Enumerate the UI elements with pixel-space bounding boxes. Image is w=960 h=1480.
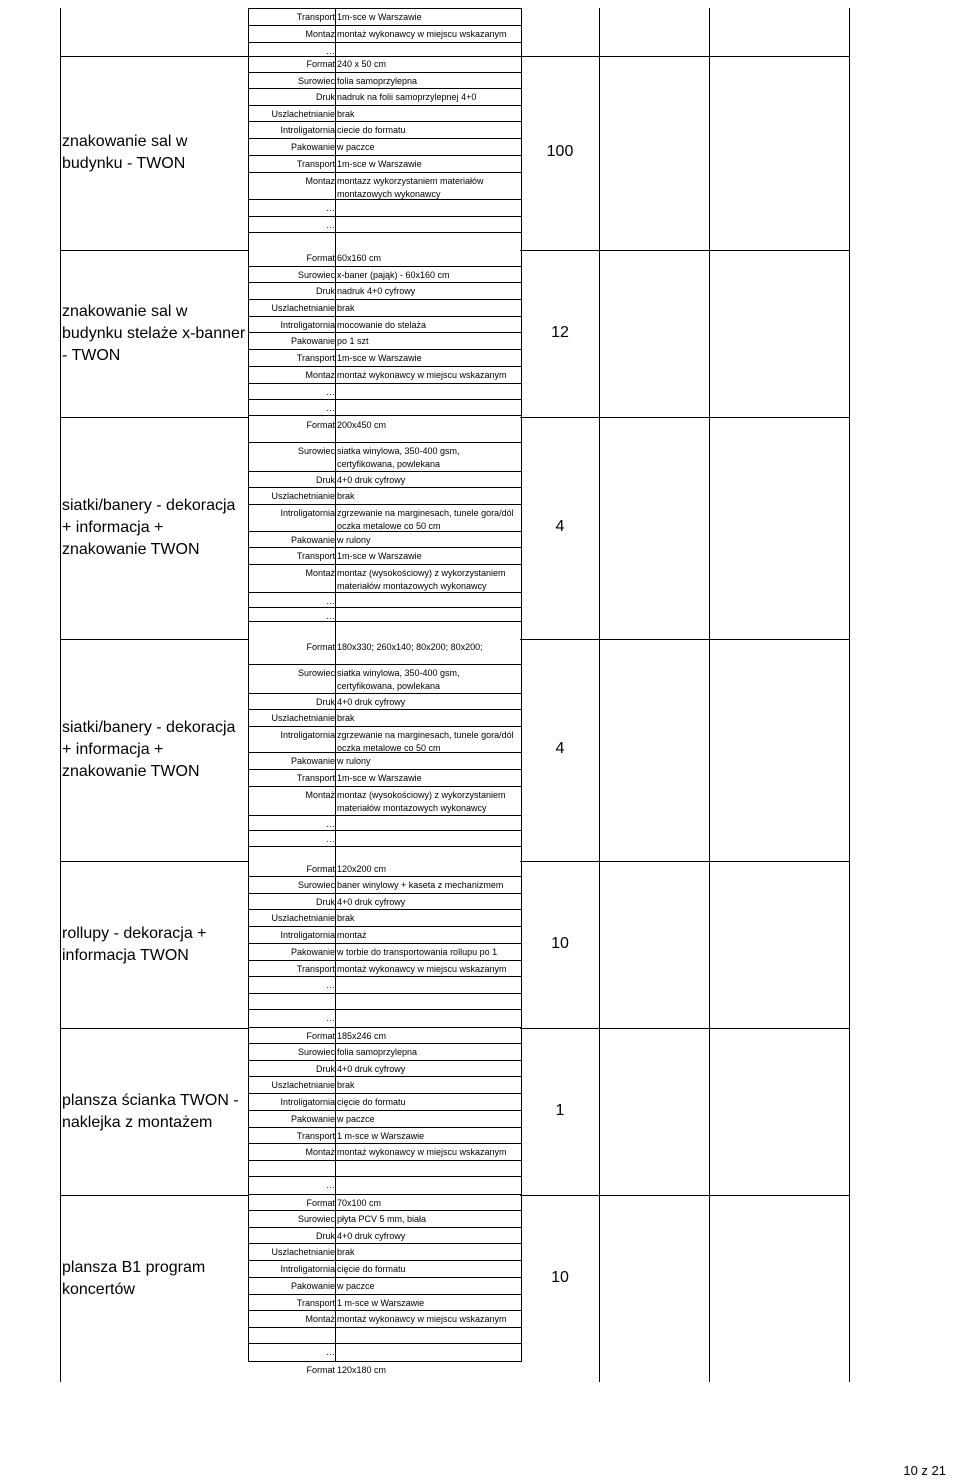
spec-value: 120x180 cm xyxy=(337,1365,387,1375)
spec-value: płyta PCV 5 mm, biała xyxy=(337,1214,427,1224)
section-divider xyxy=(520,1028,850,1029)
spec-key: Transport xyxy=(296,353,335,363)
item-quantity: 4 xyxy=(555,518,565,535)
spec-row xyxy=(249,894,521,910)
spec-key: Pakowanie xyxy=(290,756,335,766)
spec-value: montaż wykonawcy w miejscu wskazanym xyxy=(337,1314,507,1324)
spec-value: po 1 szt xyxy=(337,336,369,346)
spec-value xyxy=(337,1328,519,1330)
spec-value: 1 m-sce w Warszawie xyxy=(337,1131,425,1141)
spec-value: brak xyxy=(337,109,355,119)
spec-value xyxy=(337,43,519,45)
spec-value xyxy=(337,217,519,219)
spec-row xyxy=(249,122,521,139)
spec-value: ciecie do formatu xyxy=(337,125,406,135)
spec-key: Surowiec xyxy=(297,446,335,456)
spec-key: Introligatornia xyxy=(280,1264,335,1274)
item-name: siatki/banery - dekoracja + informacja + znakowanie TWON xyxy=(62,719,236,780)
spec-key: Druk xyxy=(315,897,335,907)
spec-key: … xyxy=(326,1180,335,1190)
spec-value: 4+0 druk cyfrowy xyxy=(337,1064,406,1074)
item-quantity: 4 xyxy=(555,740,565,757)
spec-value: folia samoprzylepna xyxy=(337,1047,418,1057)
spec-key: … xyxy=(326,387,335,397)
spec-row xyxy=(249,927,521,944)
spec-key: … xyxy=(326,46,335,56)
spec-key: Uszlachetnianie xyxy=(271,913,335,923)
spec-value xyxy=(337,1161,519,1163)
spec-value: w rulony xyxy=(337,756,371,766)
spec-value: 1m-sce w Warszawie xyxy=(337,159,422,169)
spec-key: Pakowanie xyxy=(290,336,335,346)
spec-row xyxy=(249,283,521,300)
item-quantity: 100 xyxy=(546,143,574,160)
spec-key: Druk xyxy=(315,697,335,707)
item-quantity: 1 xyxy=(555,1101,565,1119)
spec-block xyxy=(248,861,522,1028)
spec-value: siatka winylowa, 350-400 gsm, certyfikowana, powlekana xyxy=(337,668,460,691)
spec-value: w torbie do transportowania rollupu po 1 xyxy=(337,947,498,957)
spec-row xyxy=(249,639,521,665)
spec-key: Uszlachetnianie xyxy=(271,1247,335,1257)
spec-row xyxy=(249,1211,521,1228)
spec-row xyxy=(249,1278,521,1295)
spec-key: Uszlachetnianie xyxy=(271,109,335,119)
spec-key: Introligatornia xyxy=(280,125,335,135)
spec-value: montaż wykonawcy w miejscu wskazanym xyxy=(337,1147,507,1157)
spec-row xyxy=(249,977,521,994)
spec-key: Transport xyxy=(296,1298,335,1308)
spec-row xyxy=(249,565,521,593)
spec-value xyxy=(337,608,519,610)
section-divider xyxy=(520,861,850,862)
spec-row xyxy=(249,753,521,770)
spec-block xyxy=(248,1195,522,1362)
spec-value xyxy=(337,1177,519,1179)
spec-key: Format xyxy=(306,1365,335,1375)
spec-key: … xyxy=(326,611,335,621)
spec-value: cięcie do formatu xyxy=(337,1264,406,1274)
spec-key: Druk xyxy=(315,1231,335,1241)
spec-value: brak xyxy=(337,913,355,923)
item-name: plansza B1 program koncertów xyxy=(62,1258,206,1298)
spec-key: … xyxy=(326,980,335,990)
spec-value: w paczce xyxy=(337,142,375,152)
spec-row xyxy=(249,665,521,694)
spec-value: 70x100 cm xyxy=(337,1198,382,1208)
spec-value: brak xyxy=(337,303,355,313)
spec-value xyxy=(337,384,519,386)
spec-value: 4+0 druk cyfrowy xyxy=(337,897,406,907)
spec-row xyxy=(249,472,521,488)
spec-value: x-baner (pająk) - 60x160 cm xyxy=(337,270,450,280)
spec-value: w paczce xyxy=(337,1281,375,1291)
spec-value: 1m-sce w Warszawie xyxy=(337,353,422,363)
spec-value: baner winylowy + kaseta z mechanizmem xyxy=(337,880,504,890)
spec-row xyxy=(249,139,521,156)
spec-value: nadruk 4+0 cyfrowy xyxy=(337,286,416,296)
item-quantity: 10 xyxy=(551,1268,569,1286)
spec-value: cięcie do formatu xyxy=(337,1097,406,1107)
spec-value: montazz wykorzystaniem materiałów montazowych wykonawcy xyxy=(337,176,484,199)
spec-value: 60x160 cm xyxy=(337,253,382,263)
spec-row xyxy=(249,505,521,532)
spec-row xyxy=(249,1028,521,1044)
spec-value: 1 m-sce w Warszawie xyxy=(337,1298,425,1308)
spec-row xyxy=(249,593,521,608)
spec-row xyxy=(249,1295,521,1311)
spec-key: Pakowanie xyxy=(290,1281,335,1291)
spec-key: Montaz xyxy=(305,176,335,186)
spec-row xyxy=(249,350,521,367)
section-divider xyxy=(60,417,248,418)
spec-row xyxy=(249,532,521,548)
spec-key: Druk xyxy=(315,286,335,296)
spec-value xyxy=(337,200,519,202)
item-name: rollupy - dekoracja + informacja TWON xyxy=(62,924,207,964)
spec-row xyxy=(249,1228,521,1244)
spec-key: … xyxy=(326,834,335,844)
spec-row xyxy=(249,694,521,710)
section-divider xyxy=(60,861,248,862)
spec-value: montaż xyxy=(337,930,367,940)
spec-row xyxy=(249,1311,521,1328)
spec-value: w rulony xyxy=(337,535,371,545)
spec-key: Pakowanie xyxy=(290,947,335,957)
spec-value xyxy=(337,831,519,833)
spec-value: brak xyxy=(337,1247,355,1257)
spec-row xyxy=(249,73,521,89)
spec-row xyxy=(249,156,521,173)
spec-block xyxy=(248,8,522,57)
spec-key: Surowiec xyxy=(297,880,335,890)
spec-key: Druk xyxy=(315,475,335,485)
column-divider xyxy=(849,8,850,1382)
spec-value: mocowanie do stelaża xyxy=(337,320,427,330)
spec-row xyxy=(249,548,521,565)
spec-key: Transport xyxy=(296,964,335,974)
spec-key: Introligatornia xyxy=(280,930,335,940)
spec-key: … xyxy=(326,203,335,213)
spec-row xyxy=(249,300,521,317)
spec-block xyxy=(248,250,522,417)
spec-key: Format xyxy=(306,1031,335,1041)
spec-key: Format xyxy=(306,864,335,874)
spec-value: 4+0 druk cyfrowy xyxy=(337,697,406,707)
spec-row xyxy=(249,1077,521,1094)
spec-row xyxy=(249,173,521,200)
spec-key: Transport xyxy=(296,159,335,169)
column-divider xyxy=(709,8,710,1382)
spec-value: w paczce xyxy=(337,1114,375,1124)
spec-row xyxy=(249,9,521,26)
spec-value: brak xyxy=(337,713,355,723)
spec-row xyxy=(249,250,521,267)
spec-key: Montaż xyxy=(305,1314,335,1324)
spec-row xyxy=(249,910,521,927)
spec-row xyxy=(249,608,521,622)
spec-row xyxy=(249,43,521,57)
section-divider xyxy=(520,250,850,251)
section-divider xyxy=(60,250,248,251)
spec-key: Uszlachetnianie xyxy=(271,491,335,501)
spec-row xyxy=(249,1161,521,1177)
spec-row xyxy=(249,1128,521,1144)
column-divider xyxy=(599,8,600,1382)
spec-key: Transport xyxy=(296,773,335,783)
spec-row xyxy=(249,1261,521,1278)
spec-row xyxy=(249,1362,521,1381)
spec-value: brak xyxy=(337,491,355,501)
item-quantity: 10 xyxy=(551,934,569,952)
spec-value: montaz (wysokościowy) z wykorzystaniem materiałów montazowych wykonawcy xyxy=(337,790,506,813)
spec-row xyxy=(249,861,521,877)
spec-value: 185x246 cm xyxy=(337,1031,387,1041)
spec-value xyxy=(337,994,519,996)
spec-key: Montaż xyxy=(305,790,335,800)
spec-key: Uszlachetnianie xyxy=(271,303,335,313)
spec-row xyxy=(249,417,521,443)
spec-row xyxy=(249,961,521,977)
spec-row xyxy=(249,217,521,233)
section-divider xyxy=(60,56,248,57)
spec-key xyxy=(249,1328,335,1330)
spec-row xyxy=(249,944,521,961)
spec-row xyxy=(249,1177,521,1195)
section-divider xyxy=(520,417,850,418)
spec-block xyxy=(248,1028,522,1195)
spec-key: Druk xyxy=(315,1064,335,1074)
spec-row xyxy=(249,1244,521,1261)
spec-block xyxy=(248,56,522,250)
spec-row xyxy=(249,1111,521,1128)
spec-value xyxy=(337,977,519,979)
spec-row xyxy=(249,89,521,106)
item-name: siatki/banery - dekoracja + informacja + znakowanie TWON xyxy=(62,497,236,558)
spec-row xyxy=(249,994,521,1010)
spec-row xyxy=(249,816,521,831)
spec-value: nadruk na folii samoprzylepnej 4+0 xyxy=(337,92,477,102)
spec-row xyxy=(249,1061,521,1077)
spec-row xyxy=(249,1195,521,1211)
section-divider xyxy=(520,56,850,57)
spec-row xyxy=(249,1328,521,1344)
spec-row xyxy=(249,443,521,472)
spec-value: siatka winylowa, 350-400 gsm, certyfikowana, powlekana xyxy=(337,446,460,469)
spec-row xyxy=(249,1010,521,1028)
spec-row xyxy=(249,1144,521,1161)
spec-value: montaż wykonawcy w miejscu wskazanym xyxy=(337,370,507,380)
spec-block xyxy=(248,417,522,639)
spec-row xyxy=(249,831,521,847)
spec-value: zgrzewanie na marginesach, tunele gora/dól oczka metalowe co 50 cm xyxy=(337,508,514,531)
spec-row xyxy=(249,384,521,400)
spec-key: Format xyxy=(306,59,335,69)
section-divider xyxy=(60,1195,248,1196)
spec-value: 180x330; 260x140; 80x200; 80x200; xyxy=(337,642,483,652)
spec-key: Surowiec xyxy=(297,270,335,280)
spec-row xyxy=(249,333,521,350)
section-divider xyxy=(520,1195,850,1196)
spec-value xyxy=(337,1010,519,1012)
spec-value: 200x450 cm xyxy=(337,420,387,430)
spec-key: Introligatornia xyxy=(280,730,335,740)
spec-value: montaż wykonawcy w miejscu wskazanym xyxy=(337,29,507,39)
spec-block xyxy=(248,639,522,861)
spec-value: 1m-sce w Warszawie xyxy=(337,773,422,783)
spec-row xyxy=(249,1044,521,1061)
spec-row xyxy=(249,267,521,283)
spec-key: Surowiec xyxy=(297,668,335,678)
spec-key: Uszlachetnianie xyxy=(271,1080,335,1090)
spec-row xyxy=(249,710,521,727)
spec-key: … xyxy=(326,819,335,829)
spec-key: Transport xyxy=(296,12,335,22)
spec-key: Format xyxy=(306,253,335,263)
spec-key: Montaz xyxy=(305,370,335,380)
spec-key: Introligatornia xyxy=(280,1097,335,1107)
spec-key: … xyxy=(326,596,335,606)
spec-row xyxy=(249,200,521,217)
spec-value: 4+0 druk cyfrowy xyxy=(337,1231,406,1241)
section-divider xyxy=(520,639,850,640)
spec-value: montaz (wysokościowy) z wykorzystaniem materiałów montazowych wykonawcy xyxy=(337,568,506,591)
spec-key: Pakowanie xyxy=(290,535,335,545)
spec-row xyxy=(249,488,521,505)
spec-key: Format xyxy=(306,420,335,430)
spec-key: Uszlachetnianie xyxy=(271,713,335,723)
spec-value: montaż wykonawcy w miejscu wskazanym xyxy=(337,964,507,974)
spec-value: folia samoprzylepna xyxy=(337,76,418,86)
spec-key: Pakowanie xyxy=(290,142,335,152)
spec-key: Surowiec xyxy=(297,1047,335,1057)
spec-row xyxy=(249,26,521,43)
spec-key: Surowiec xyxy=(297,76,335,86)
spec-value: 120x200 cm xyxy=(337,864,387,874)
spec-value: zgrzewanie na marginesach, tunele gora/dól oczka metalowe co 50 cm xyxy=(337,730,514,753)
spec-key: Pakowanie xyxy=(290,1114,335,1124)
spec-key: Introligatornia xyxy=(280,508,335,518)
spec-value: 240 x 50 cm xyxy=(337,59,387,69)
spec-row xyxy=(249,770,521,787)
spec-row xyxy=(249,56,521,73)
spec-row xyxy=(249,877,521,894)
spec-value: 1m-sce w Warszawie xyxy=(337,12,422,22)
item-name: znakowanie sal w budynku - TWON xyxy=(62,133,188,172)
item-name: znakowanie sal w budynku stelaże x-banner - TWON xyxy=(62,302,246,364)
spec-key: Surowiec xyxy=(297,1214,335,1224)
spec-row xyxy=(249,727,521,753)
spec-key: Montaż xyxy=(305,1147,335,1157)
spec-key xyxy=(249,1161,335,1163)
spec-row xyxy=(249,106,521,122)
spec-key: … xyxy=(326,1347,335,1357)
spec-row xyxy=(249,787,521,816)
spec-key xyxy=(249,994,335,996)
spec-key: Druk xyxy=(315,92,335,102)
spec-key: Montaz xyxy=(305,29,335,39)
spec-key: Transport xyxy=(296,551,335,561)
item-name: plansza ścianka TWON - naklejka z montażem xyxy=(62,1091,239,1131)
column-divider xyxy=(60,8,61,1382)
spec-value xyxy=(337,400,519,402)
spec-key: … xyxy=(326,403,335,413)
spec-key: … xyxy=(326,1013,335,1023)
section-divider xyxy=(60,639,248,640)
spec-value: brak xyxy=(337,1080,355,1090)
spec-row xyxy=(249,400,521,416)
spec-value: 1m-sce w Warszawie xyxy=(337,551,422,561)
spec-value xyxy=(337,816,519,818)
spec-key: Format xyxy=(306,642,335,652)
spec-row xyxy=(249,1094,521,1111)
spec-key: … xyxy=(326,220,335,230)
spec-key: Montaż xyxy=(305,568,335,578)
spec-row xyxy=(249,1344,521,1362)
section-divider xyxy=(60,1028,248,1029)
spec-value xyxy=(337,593,519,595)
spec-row xyxy=(249,367,521,384)
spec-value xyxy=(337,1344,519,1346)
spec-row xyxy=(249,317,521,333)
spec-key: Format xyxy=(306,1198,335,1208)
spec-key: Introligatornia xyxy=(280,320,335,330)
item-quantity: 12 xyxy=(551,323,569,341)
spec-value: 4+0 druk cyfrowy xyxy=(337,475,406,485)
page-number: 10 z 21 xyxy=(903,1463,946,1478)
spec-key: Transport xyxy=(296,1131,335,1141)
